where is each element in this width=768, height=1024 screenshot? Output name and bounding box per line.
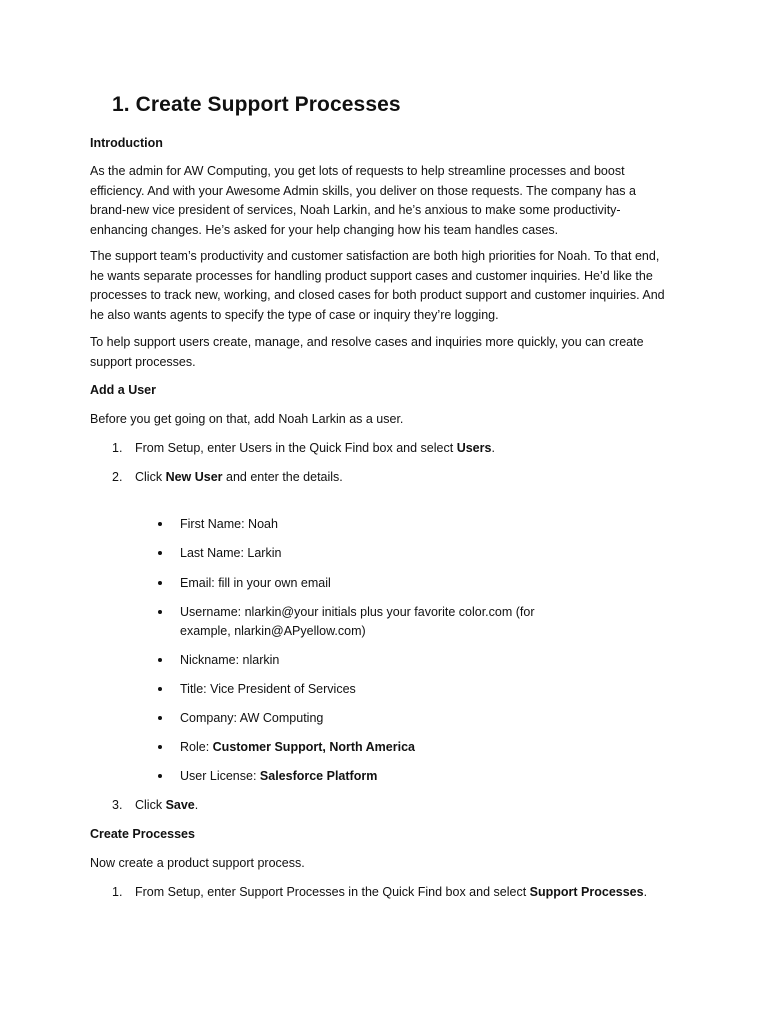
step-new-user <box>112 470 343 484</box>
create-processes-lead <box>90 854 650 874</box>
detail-role <box>158 738 415 757</box>
detail-title <box>158 680 356 699</box>
detail-value: Salesforce Platform <box>259 769 378 783</box>
ui-term-save: Save <box>165 798 195 812</box>
step-text: From Setup, enter Support Processes in the Quick Find box and select <box>135 885 530 899</box>
step-save <box>112 798 198 812</box>
text-line: he also wants agents to specify the type of case or inquiry they’re logging. <box>90 307 499 322</box>
text-line: processes to track new, working, and closed cases for both product support and customer inquiries. And <box>90 288 665 302</box>
step-users <box>112 441 495 455</box>
detail-text <box>180 767 377 786</box>
text-line: support processes. <box>90 354 196 369</box>
detail-text: Last Name: Larkin <box>180 546 282 560</box>
detail-text-continued: example, nlarkin@APyellow.com) <box>180 624 366 638</box>
detail-text: Nickname: nlarkin <box>180 653 280 667</box>
step-number: 1. <box>112 885 123 899</box>
bullet-icon <box>158 745 162 749</box>
page-title: 1. Create Support Processes <box>112 93 401 116</box>
detail-text <box>180 738 415 757</box>
text-line: efficiency. And with your Awesome Admin skills, you deliver on those requests. The company has a <box>90 183 636 198</box>
intro-paragraph-3 <box>90 333 650 372</box>
add-user-lead <box>90 410 650 430</box>
detail-label: User License: <box>180 769 260 783</box>
bullet-icon <box>158 522 162 526</box>
text-line: Now create a product support process. <box>90 856 305 870</box>
detail-text: Title: Vice President of Services <box>180 682 356 696</box>
bullet-icon <box>158 774 162 778</box>
step-punct: . <box>491 441 495 455</box>
add-user-heading: Add a User <box>90 383 156 397</box>
detail-text: Company: AW Computing <box>180 711 324 725</box>
intro-paragraph-1 <box>90 162 650 240</box>
text-line: The support team’s productivity and customer satisfaction are both high priorities for Noah. To that end, <box>90 249 660 263</box>
detail-text: First Name: Noah <box>180 517 278 531</box>
bullet-icon <box>158 687 162 691</box>
text-line: he wants separate processes for handling product support cases and customer inquiries. He’d like the <box>90 268 653 283</box>
step-number: 2. <box>112 470 123 484</box>
detail-label: Role: <box>180 740 213 754</box>
step-punct: . <box>643 885 648 899</box>
ui-term-support-processes: Support Processes <box>529 885 644 899</box>
step-text: From Setup, enter Users in the Quick Find box and select <box>135 441 457 455</box>
step-number: 3. <box>112 798 123 812</box>
ui-term-new-user: New User <box>165 470 223 484</box>
step-text: Click <box>135 798 166 812</box>
detail-user-license <box>158 767 377 786</box>
bullet-icon <box>158 658 162 662</box>
bullet-icon <box>158 581 162 585</box>
step-punct: . <box>194 798 199 812</box>
text-line: As the admin for AW Computing, you get lots of requests to help streamline processes and boost <box>90 164 625 178</box>
detail-company <box>158 709 323 728</box>
bullet-icon <box>158 551 162 555</box>
detail-last-name <box>158 544 281 563</box>
intro-paragraph-2 <box>90 247 665 325</box>
text-line: brand-new vice president of services, Noah Larkin, and he’s anxious to make some productivity- <box>90 203 621 217</box>
step-support-processes <box>112 885 647 899</box>
text-line: enhancing changes. He’s asked for your help changing how his team handles cases. <box>90 222 559 237</box>
detail-username <box>158 603 535 641</box>
text-line: Before you get going on that, add Noah Larkin as a user. <box>90 412 404 426</box>
detail-text: Email: fill in your own email <box>180 576 331 590</box>
detail-first-name <box>158 515 278 534</box>
bullet-icon <box>158 716 162 720</box>
detail-email <box>158 574 331 593</box>
text-line: To help support users create, manage, and resolve cases and inquiries more quickly, you can create <box>90 335 644 349</box>
detail-text: Username: nlarkin@your initials plus your favorite color.com (for <box>180 605 535 619</box>
ui-term-users: Users <box>456 441 492 455</box>
bullet-icon <box>158 610 162 614</box>
introduction-heading: Introduction <box>90 136 163 150</box>
detail-value: Customer Support, North America <box>212 740 415 754</box>
step-number: 1. <box>112 441 123 455</box>
step-text: Click <box>135 470 166 484</box>
create-processes-heading: Create Processes <box>90 827 195 841</box>
step-text-end: and enter the details. <box>222 470 343 484</box>
detail-nickname <box>158 651 279 670</box>
